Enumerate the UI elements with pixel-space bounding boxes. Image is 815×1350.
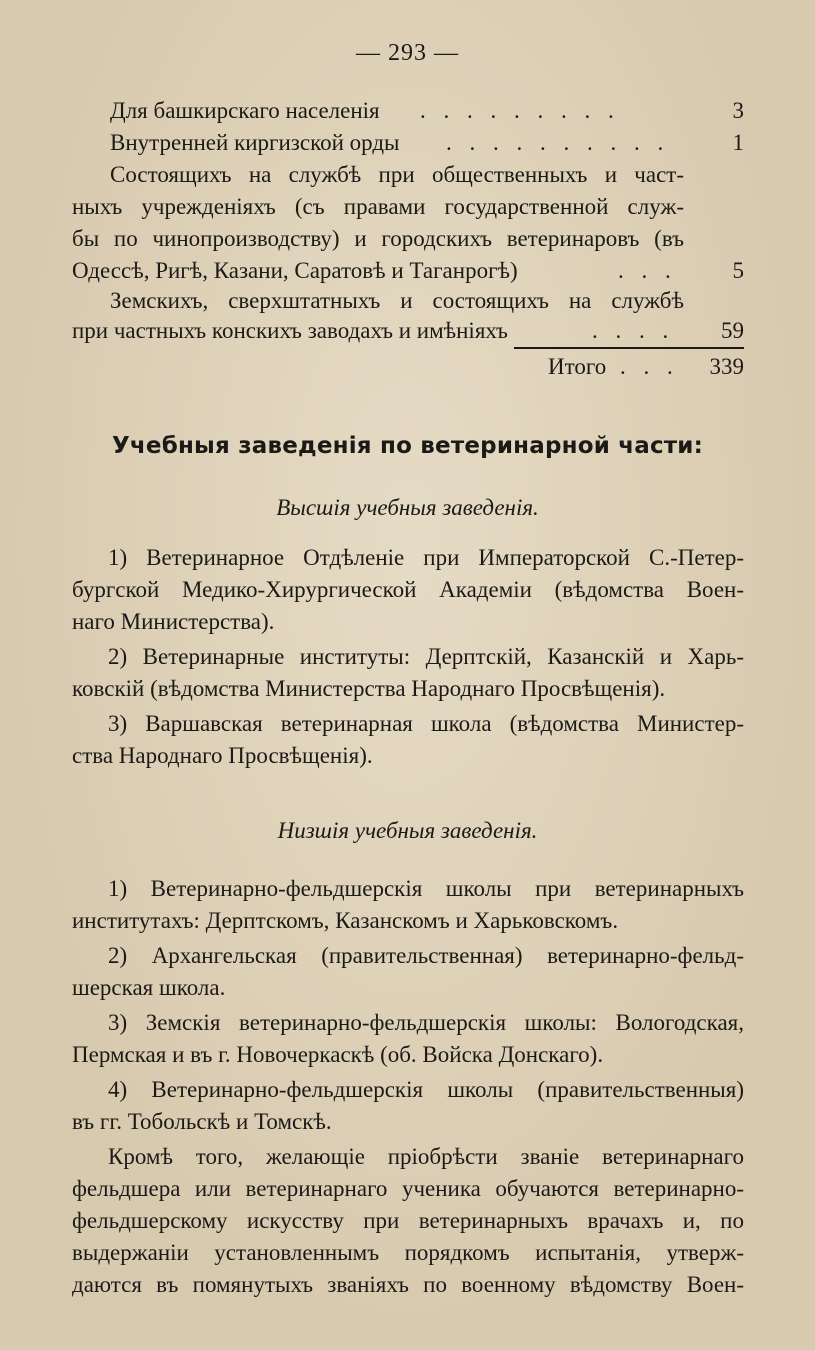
table-row bbox=[110, 96, 744, 126]
text-line: 2) Ветеринарные институты: Дерптскій, Казанскій и Харь- bbox=[108, 644, 744, 669]
text-line: Земскихъ, сверхштатныхъ и состоящихъ на службѣ bbox=[110, 288, 684, 313]
text-line: Состоящихъ на службѣ при общественныхъ и част- bbox=[110, 162, 684, 187]
row-label: Одессѣ, Ригѣ, Казани, Саратовѣ и Таганрогѣ) bbox=[72, 258, 518, 283]
row-value: 3 bbox=[732, 98, 744, 123]
total-dots: . . . bbox=[620, 354, 679, 379]
row-dots: . . . bbox=[618, 258, 677, 283]
text-line: 1) Ветеринарно-фельдшерскія школы при ветеринарныхъ bbox=[108, 876, 744, 901]
text-line: выдержаніи установленнымъ порядкомъ испытанія, утверж- bbox=[72, 1240, 744, 1265]
row-label: при частныхъ конскихъ заводахъ и имѣніяхъ bbox=[72, 318, 508, 343]
subsection-title-lower: Низшія учебныя заведенія. bbox=[277, 818, 538, 843]
text-line: ства Народнаго Просвѣщенія). bbox=[72, 743, 373, 768]
text-line: 3) Варшавская ветеринарная школа (вѣдомства Министер- bbox=[108, 711, 744, 736]
text-line: 2) Архангельская (правительственная) ветеринарно-фельд- bbox=[108, 943, 744, 968]
row-value: 59 bbox=[721, 318, 744, 343]
table-row bbox=[72, 256, 744, 286]
subsection-title-higher: Высшія учебныя заведенія. bbox=[276, 495, 539, 520]
table-row bbox=[110, 128, 744, 158]
text-line: Пермская и въ г. Новочеркаскѣ (об. Войска Донскаго). bbox=[72, 1042, 604, 1067]
row-dots: . . . . . . . . . . bbox=[446, 130, 670, 155]
text-line: фельдшерскому искусству при ветеринарныхъ врачахъ и, по bbox=[72, 1208, 744, 1233]
section-heading: Учебныя заведенія по ветеринарной части: bbox=[111, 433, 704, 459]
row-label: Для башкирскаго населенія bbox=[110, 98, 380, 123]
page-number: — 293 — bbox=[356, 40, 459, 66]
text-line: институтахъ: Дерптскомъ, Казанскомъ и Харьковскомъ. bbox=[72, 908, 619, 933]
text-line: 3) Земскія ветеринарно-фельдшерскія школы: Вологодская, bbox=[108, 1010, 744, 1035]
text-line: даются въ помянутыхъ званіяхъ по военному вѣдомству Воен- bbox=[72, 1272, 744, 1297]
row-label: Внутренней киргизской орды bbox=[110, 130, 400, 155]
text-line: бы по чинопроизводству) и городскихъ ветеринаровъ (въ bbox=[72, 226, 684, 251]
row-value: 5 bbox=[732, 258, 744, 283]
row-value: 1 bbox=[732, 130, 744, 155]
text-line: Кромѣ того, желающіе пріобрѣсти званіе ветеринарнаго bbox=[108, 1144, 744, 1169]
total-row bbox=[548, 352, 744, 382]
row-dots: . . . . . . . . . bbox=[420, 98, 620, 123]
text-line: въ гг. Тобольскѣ и Томскѣ. bbox=[72, 1109, 332, 1134]
text-line: шерская школа. bbox=[72, 975, 226, 1000]
total-label: Итого bbox=[548, 354, 607, 379]
text-line: ковскій (вѣдомства Министерства Народнаго Просвѣщенія). bbox=[72, 676, 666, 701]
total-value: 339 bbox=[709, 354, 744, 379]
row-dots: . . . . bbox=[592, 318, 675, 343]
text-line: фельдшера или ветеринарнаго ученика обучаются ветеринарно- bbox=[72, 1176, 744, 1201]
table-row bbox=[72, 316, 744, 346]
text-line: бургской Медико-Хирургической Академіи (вѣдомства Воен- bbox=[72, 577, 744, 602]
text-line: ныхъ учрежденіяхъ (съ правами государственной служ- bbox=[72, 194, 684, 219]
text-line: 4) Ветеринарно-фельдшерскія школы (правительственныя) bbox=[108, 1077, 744, 1102]
sum-rule bbox=[514, 347, 744, 349]
text-line: наго Министерства). bbox=[72, 609, 275, 634]
text-line: 1) Ветеринарное Отдѣленіе при Императорской С.-Петер- bbox=[108, 545, 744, 570]
